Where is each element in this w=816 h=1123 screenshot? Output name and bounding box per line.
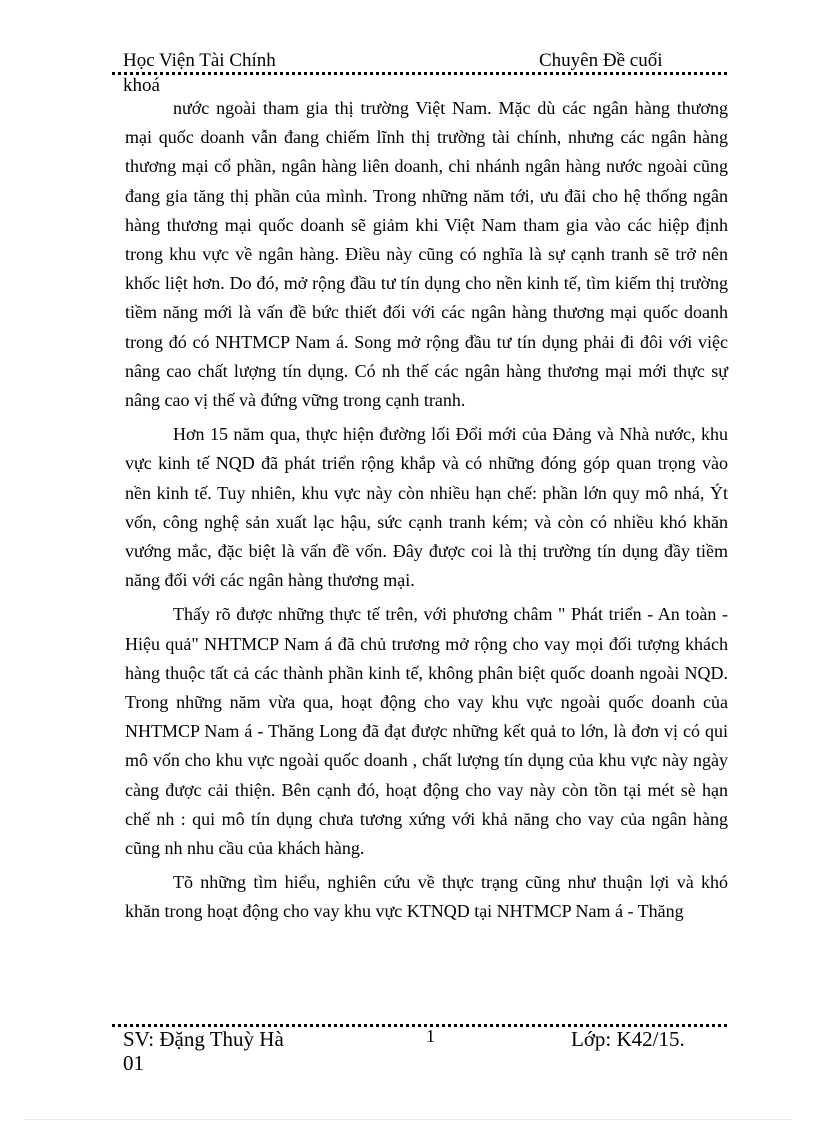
header-institution: Học Viện Tài Chính <box>123 50 276 71</box>
paragraph-1: nước ngoài tham gia thị trường Việt Nam. Mặc dù các ngân hàng thương mại quốc doanh vẫn đang chiếm lĩnh thị trường tài chính, nhưng các ngân hàng thương mại cổ phần, ngân hàng liên doanh, chi nhánh ngân hàng nước ngoài cũng đang gia tăng thị phần của mình. Trong những năm tới, ưu đãi cho hệ thống ngân hàng thương mại quốc doanh sẽ giảm khi Việt Nam tham gia vào các hiệp định trong khu vực về ngân hàng. Điều này cũng có nghĩa là sự cạnh tranh sẽ trở nên khốc liệt hơn. Do đó, mở rộng đầu tư tín dụng cho nền kinh tế, tìm kiếm thị trường tiềm năng mới là vấn đề bức thiết đối với các ngân hàng thương mại quốc doanh trong đó có NHTMCP Nam á. Song mở rộng đầu tư tín dụng phải đi đôi với việc nâng cao chất lượng tín dụng. Có nh thế các ngân hàng thương mại mới thực sự nâng cao vị thế và đứng vững trong cạnh tranh. <box>125 98 728 411</box>
header-divider <box>112 72 727 75</box>
footer-class: Lớp: K42/15. <box>571 1027 685 1051</box>
header-institution-continued: khoá <box>123 75 160 96</box>
page-bottom-edge <box>25 1119 791 1120</box>
footer-student-name: SV: Đặng Thuỳ Hà <box>123 1027 284 1051</box>
document-body <box>125 94 728 927</box>
footer-student-name-continued: 01 <box>123 1051 144 1075</box>
paragraph-3: Thấy rõ được những thực tế trên, với phương châm " Phát triển - An toàn - Hiệu quả" NHTMCP Nam á đã chủ trương mở rộng cho vay mọi đối tượng khách hàng thuộc tất cả các thành phần kinh tế, không phân biệt quốc doanh ngoài NQD. Trong những năm vừa qua, hoạt động cho vay khu vực ngoài quốc doanh của NHTMCP Nam á - Thăng Long đã đạt được những kết quả to lớn, là đơn vị có qui mô vốn cho khu vực ngoài quốc doanh , chất lượng tín dụng của khu vực này ngày càng được cải thiện. Bên cạnh đó, hoạt động cho vay này còn tồn tại mét sè hạn chế nh : qui mô tín dụng chưa tương xứng với khả năng cho vay của ngân hàng cũng nh nhu cầu của khách hàng. <box>125 604 728 859</box>
header-document-type: Chuyên Đề cuối <box>539 50 663 71</box>
paragraph-2: Hơn 15 năm qua, thực hiện đường lối Đổi mới của Đảng và Nhà nước, khu vực kinh tế NQD đã phát triển rộng khắp và có những đóng góp quan trọng vào nền kinh tế. Tuy nhiên, khu vực này còn nhiều hạn chế: phần lớn quy mô nhá, Ýt vốn, công nghệ sản xuất lạc hậu, sức cạnh tranh kém; và còn có nhiều khó khăn vướng mắc, đặc biệt là vấn đề vốn. Đây được coi là thị trường tín dụng đầy tiềm năng đối với các ngân hàng thương mại. <box>125 424 728 591</box>
page-number: 1 <box>426 1026 435 1046</box>
paragraph-4: Tõ những tìm hiểu, nghiên cứu về thực trạng cũng như thuận lợi và khó khăn trong hoạt động cho vay khu vực KTNQD tại NHTMCP Nam á - Thăng <box>125 872 728 922</box>
